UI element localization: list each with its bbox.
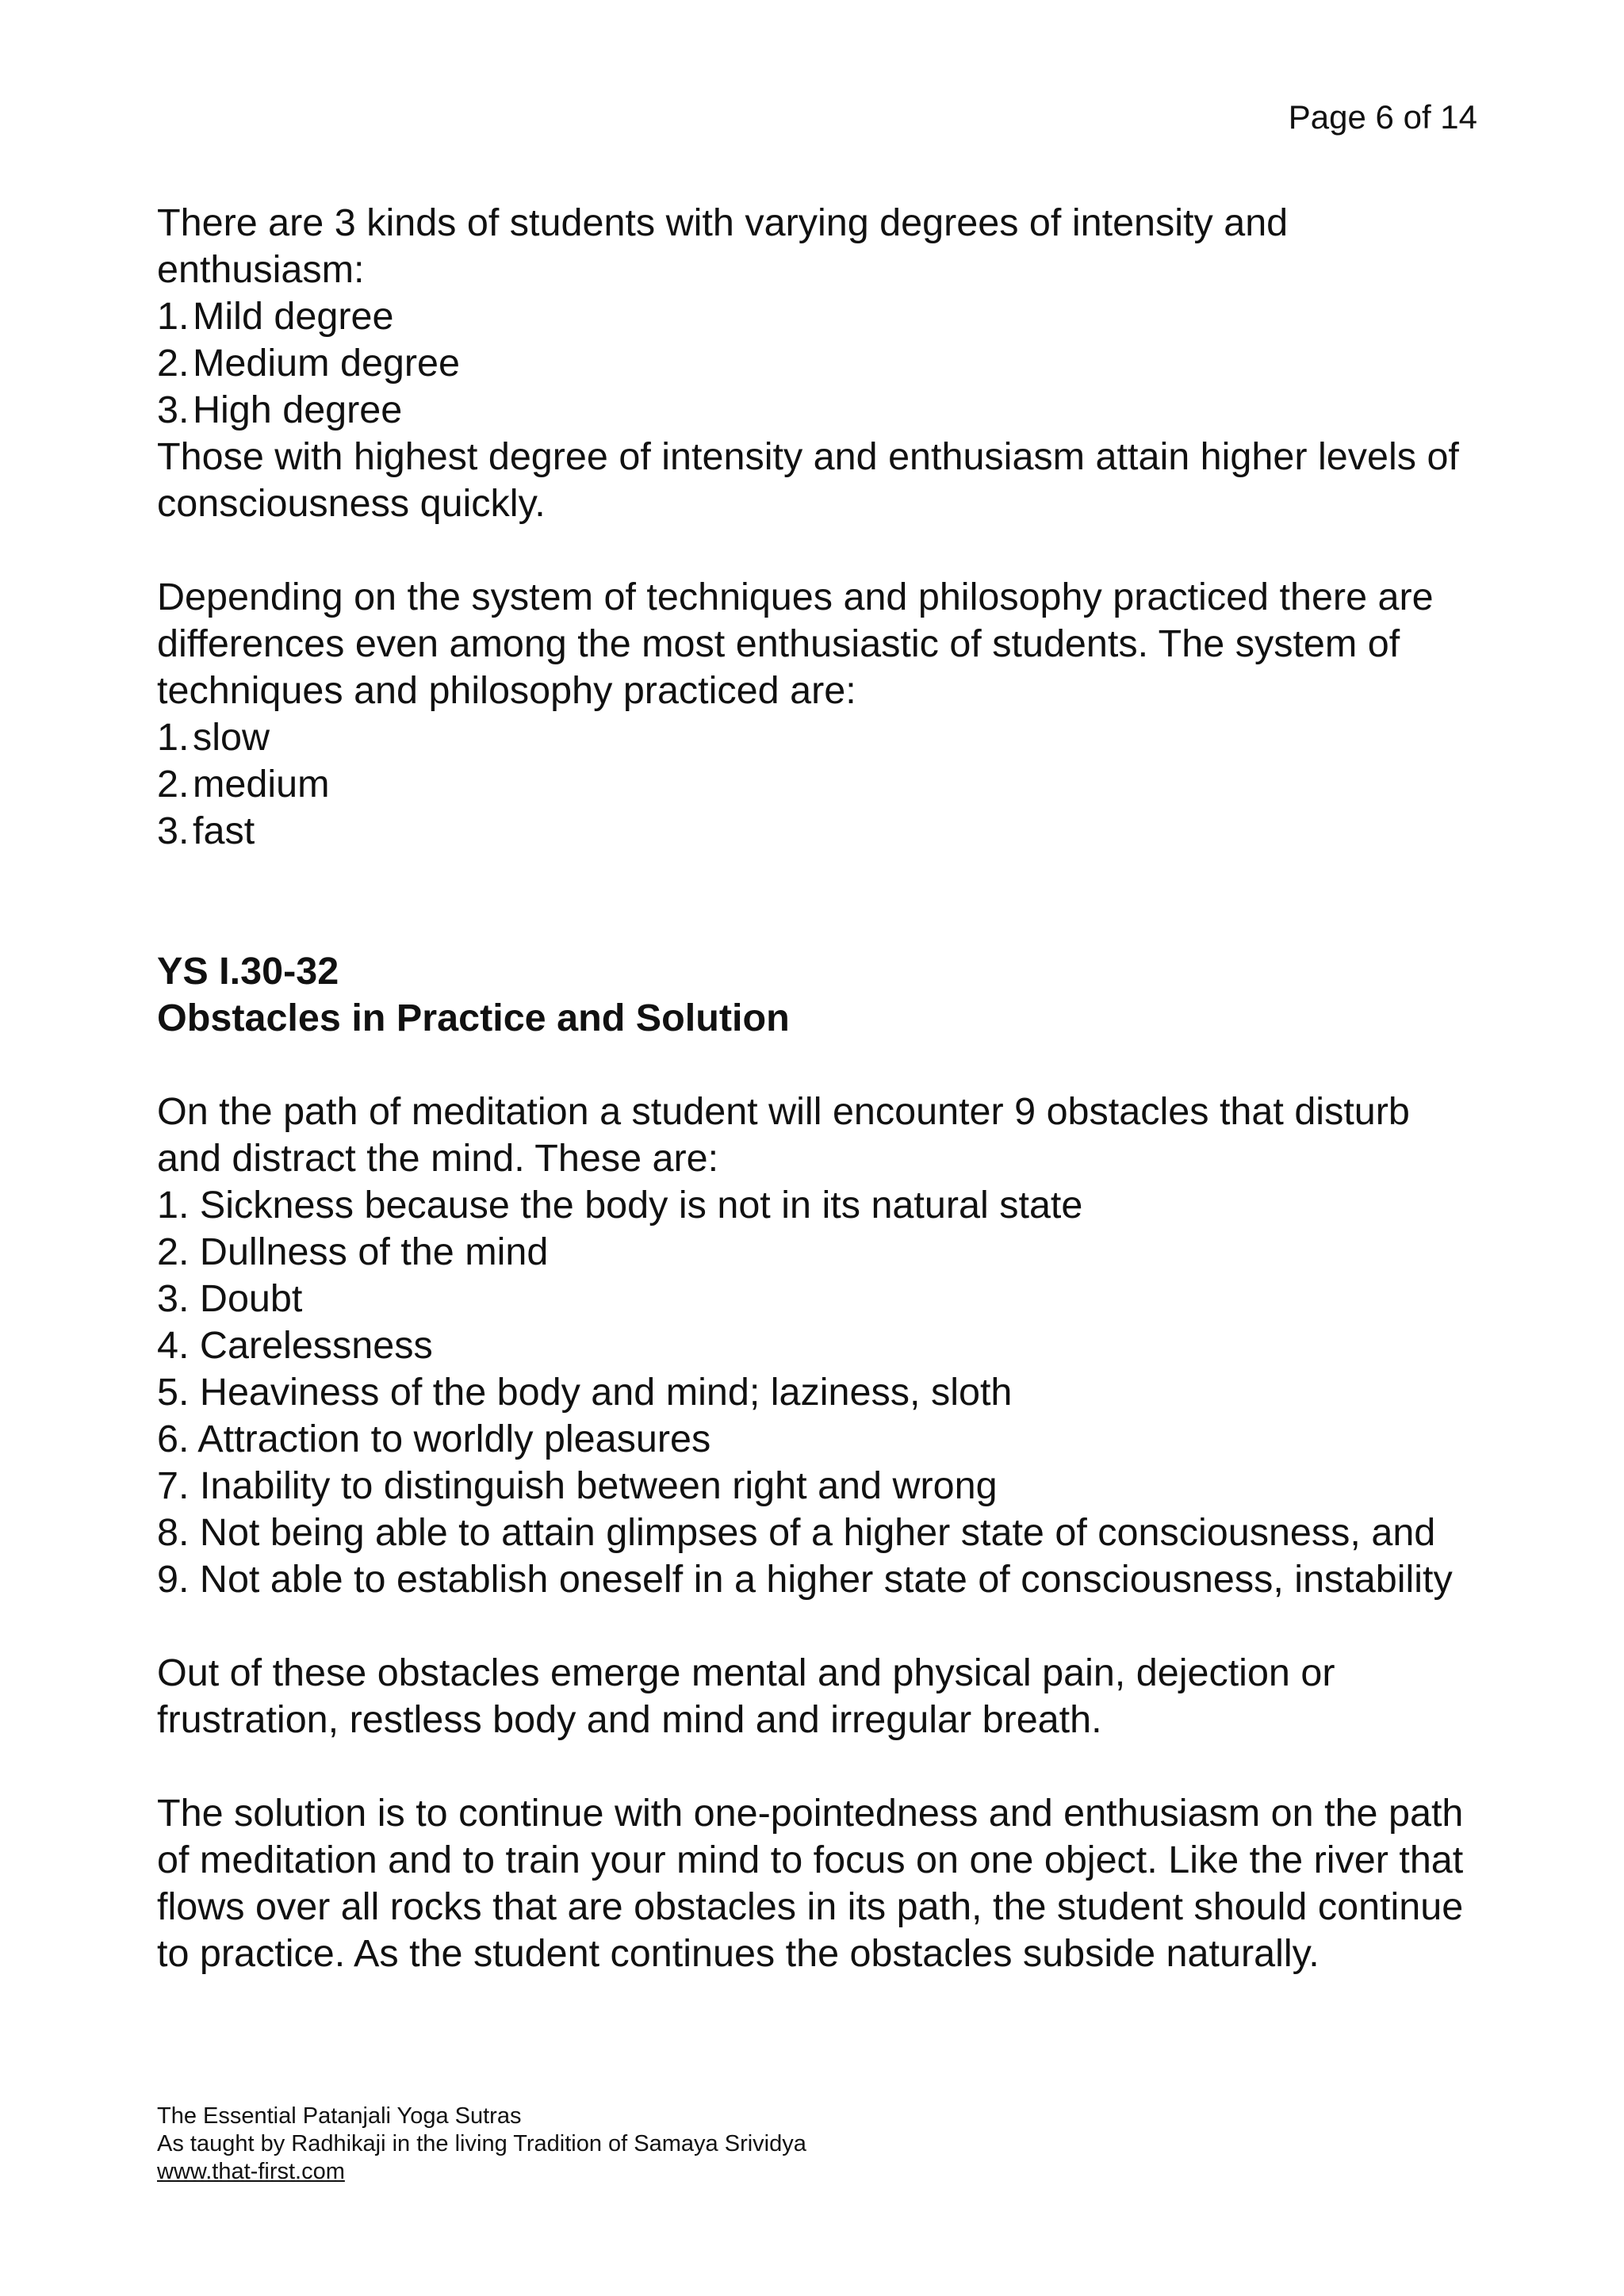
page-footer <box>157 2103 806 2186</box>
paragraph-line: consciousness quickly. <box>157 482 546 525</box>
page-number: Page 6 of 14 <box>1288 98 1477 136</box>
list-item <box>157 293 1489 340</box>
paragraph-line: of meditation and to train your mind to focus on one object. Like the river that <box>157 1839 1464 1881</box>
paragraph-line: Out of these obstacles emerge mental and physical pain, dejection or <box>157 1651 1335 1694</box>
techniques-section <box>157 574 1489 855</box>
paragraph-line: frustration, restless body and mind and irregular breath. <box>157 1698 1102 1741</box>
list-number: 3. <box>157 388 190 431</box>
list-number: 1. <box>157 716 190 759</box>
obstacle-item: 6. Attraction to worldly pleasures <box>157 1418 711 1460</box>
obstacle-item: 3. Doubt <box>157 1277 303 1320</box>
list-text: Medium degree <box>193 342 460 385</box>
list-text: Mild degree <box>193 295 394 338</box>
obstacles-section <box>157 948 1489 1977</box>
obstacle-item: 7. Inability to distinguish between right and wrong <box>157 1464 998 1507</box>
footer-title: The Essential Patanjali Yoga Sutras <box>157 2103 522 2129</box>
paragraph-line: differences even among the most enthusiastic of students. The system of <box>157 622 1400 665</box>
spacer <box>157 1603 1489 1650</box>
spacer <box>157 527 1489 574</box>
list-item <box>157 808 1489 855</box>
paragraph-line: Depending on the system of techniques and philosophy practiced there are <box>157 576 1434 618</box>
spacer <box>157 855 1489 948</box>
list-item <box>157 340 1489 387</box>
obstacle-item: 4. Carelessness <box>157 1324 433 1367</box>
obstacle-item: 9. Not able to establish oneself in a higher state of consciousness, instability <box>157 1558 1453 1601</box>
paragraph-line: flows over all rocks that are obstacles in its path, the student should continue <box>157 1885 1464 1928</box>
obstacle-item: 1. Sickness because the body is not in its natural state <box>157 1184 1083 1226</box>
spacer <box>157 1743 1489 1790</box>
paragraph-line: On the path of meditation a student will encounter 9 obstacles that disturb <box>157 1090 1410 1133</box>
paragraph-line: There are 3 kinds of students with varying degrees of intensity and <box>157 201 1289 244</box>
paragraph-line: The solution is to continue with one-pointedness and enthusiasm on the path <box>157 1792 1464 1835</box>
list-text: High degree <box>193 388 403 431</box>
students-intensity-section <box>157 200 1489 527</box>
list-number: 1. <box>157 295 190 338</box>
list-text: slow <box>193 716 270 759</box>
obstacle-item: 2. Dullness of the mind <box>157 1230 549 1273</box>
paragraph-line: enthusiasm: <box>157 248 365 291</box>
obstacle-item: 8. Not being able to attain glimpses of a higher state of consciousness, and <box>157 1511 1436 1554</box>
paragraph-line: to practice. As the student continues the obstacles subside naturally. <box>157 1932 1320 1975</box>
list-text: medium <box>193 763 330 806</box>
obstacle-item: 5. Heaviness of the body and mind; laziness, sloth <box>157 1371 1013 1414</box>
footer-subtitle: As taught by Radhikaji in the living Tradition of Samaya Srividya <box>157 2131 806 2156</box>
list-item <box>157 761 1489 808</box>
list-number: 3. <box>157 809 190 852</box>
list-number: 2. <box>157 342 190 385</box>
spacer <box>157 1042 1489 1089</box>
paragraph-line: techniques and philosophy practiced are: <box>157 669 856 712</box>
footer-website-link[interactable]: www.that-first.com <box>157 2159 345 2184</box>
paragraph-line: and distract the mind. These are: <box>157 1137 719 1180</box>
list-item <box>157 387 1489 434</box>
section-heading: YS I.30-32 <box>157 950 339 993</box>
list-text: fast <box>193 809 255 852</box>
document-body <box>157 200 1489 1977</box>
list-number: 2. <box>157 763 190 806</box>
paragraph-line: Those with highest degree of intensity and enthusiasm attain higher levels of <box>157 435 1459 478</box>
list-item <box>157 714 1489 761</box>
section-subheading: Obstacles in Practice and Solution <box>157 997 790 1039</box>
